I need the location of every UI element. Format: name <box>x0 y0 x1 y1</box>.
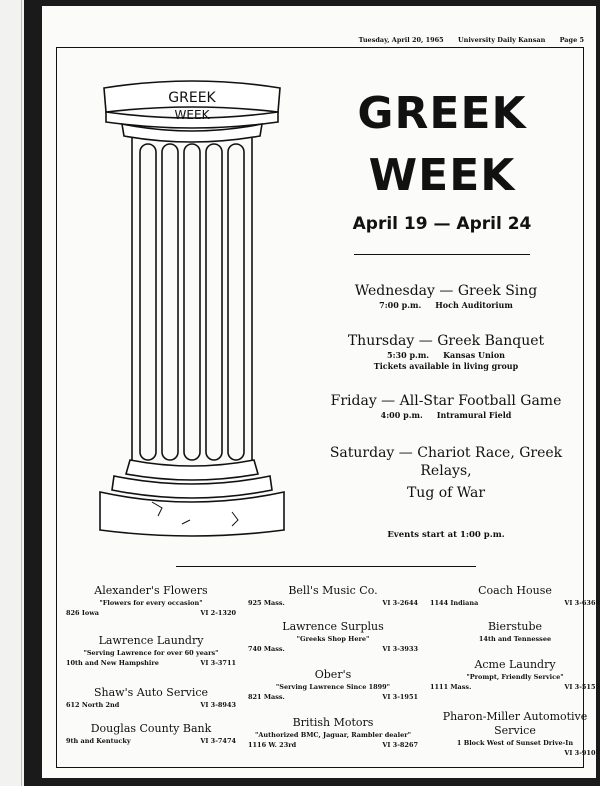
event-detail <box>318 350 574 361</box>
sponsor-address: 826 Iowa <box>66 609 100 617</box>
sponsor-phone: VI 3-8943 <box>200 701 236 709</box>
sponsor-tagline: "Serving Lawrence Since 1899" <box>275 683 391 691</box>
sponsor-name: British Motors <box>292 716 374 729</box>
sponsor-lawrence-laundry <box>66 634 236 668</box>
greek-column-illustration <box>92 72 292 542</box>
sponsor-name: Lawrence Surplus <box>282 620 384 633</box>
sponsor-phone: VI 3-7474 <box>200 737 236 745</box>
event-thursday <box>318 332 574 372</box>
event-title: Friday — All-Star Football Game <box>330 393 562 409</box>
column-label-line2: WEEK <box>174 108 210 122</box>
sponsor-address: 1144 Indiana <box>430 599 479 607</box>
sponsor-bells-music <box>248 584 418 608</box>
event-place: Hoch Auditorium <box>435 300 513 310</box>
sponsor-pharon-miller <box>430 710 600 758</box>
sponsor-contact <box>430 682 600 692</box>
sponsor-tagline: 1 Block West of Sunset Drive-In <box>456 739 574 747</box>
event-time: 4:00 p.m. <box>380 410 423 420</box>
header-date: Tuesday, April 20, 1965 <box>358 36 444 44</box>
event-saturday <box>318 444 574 480</box>
event-place: Intramural Field <box>436 410 512 420</box>
sponsor-name: Coach House <box>478 584 552 597</box>
event-note: Tickets available in living group <box>373 361 519 371</box>
sponsor-contact <box>66 608 236 618</box>
header-paper: University Daily Kansan <box>457 36 546 44</box>
sponsor-phone: VI 3-5155 <box>564 683 600 691</box>
sponsor-address: 612 North 2nd <box>66 701 120 709</box>
event-title: Wednesday — Greek Sing <box>354 283 538 299</box>
sponsor-phone: VI 3-8267 <box>382 741 418 749</box>
sponsor-address: 9th and Kentucky <box>66 737 131 745</box>
sponsor-tagline: "Greeks Shop Here" <box>296 635 370 643</box>
headline-week: WEEK <box>368 150 516 201</box>
sponsor-acme-laundry <box>430 658 600 692</box>
sponsor-coach-house <box>430 584 600 608</box>
sponsor-name: Shaw's Auto Service <box>93 686 209 699</box>
event-time: 5:30 p.m. <box>387 350 430 360</box>
headline-rule <box>354 254 530 255</box>
header-page-number: Page 5 <box>559 36 584 44</box>
sponsor-address: 740 Mass. <box>248 645 285 653</box>
event-wednesday <box>318 282 574 311</box>
sponsor-douglas-county-bank <box>66 722 236 746</box>
sponsor-name: Bell's Music Co. <box>288 584 378 597</box>
sponsor-address: 1116 W. 23rd <box>248 741 297 749</box>
events-start-note: Events start at 1:00 p.m. <box>387 530 505 540</box>
sponsor-name: Douglas County Bank <box>90 722 212 735</box>
sponsor-address: 925 Mass. <box>248 599 285 607</box>
sponsor-name: Ober's <box>314 668 352 681</box>
sponsor-tagline: "Authorized BMC, Jaguar, Rambler dealer" <box>254 731 412 739</box>
sponsor-contact <box>66 700 236 710</box>
page-fold-line <box>21 0 22 786</box>
event-title: Saturday — Chariot Race, Greek Relays, <box>329 445 563 479</box>
sponsor-british-motors <box>248 716 418 750</box>
event-title: Thursday — Greek Banquet <box>347 333 545 349</box>
sponsor-contact <box>430 748 600 758</box>
sponsor-address: 10th and New Hampshire <box>66 659 159 667</box>
sponsor-phone: VI 3-6369 <box>564 599 600 607</box>
event-place: Kansas Union <box>443 350 505 360</box>
sponsor-contact <box>66 658 236 668</box>
sponsor-contact <box>248 740 418 750</box>
sponsor-phone: VI 2-1320 <box>200 609 236 617</box>
sponsor-contact <box>248 644 418 654</box>
event-friday <box>318 392 574 421</box>
sponsor-obers <box>248 668 418 702</box>
newspaper-page <box>42 6 600 778</box>
sponsor-contact <box>430 598 600 608</box>
sponsor-lawrence-surplus <box>248 620 418 654</box>
event-detail <box>318 410 574 421</box>
sponsor-phone: VI 3-9107 <box>564 749 600 757</box>
sponsor-name: Acme Laundry <box>474 658 556 671</box>
sponsor-tagline: 14th and Tennessee <box>478 635 552 643</box>
headline-greek: GREEK <box>357 88 527 139</box>
sponsor-tagline: "Prompt, Friendly Service" <box>466 673 564 681</box>
sponsor-contact <box>66 736 236 746</box>
sponsor-bierstube <box>430 620 600 644</box>
sponsor-shaws-auto-service <box>66 686 236 710</box>
sponsor-phone: VI 3-1951 <box>382 693 418 701</box>
sponsor-tagline: "Flowers for every occasion" <box>99 599 203 607</box>
event-tug-of-war <box>318 484 574 502</box>
event-time: 7:00 p.m. <box>379 300 422 310</box>
sponsor-tagline: "Serving Lawrence for over 60 years" <box>83 649 219 657</box>
sponsor-contact <box>248 598 418 608</box>
sponsor-address: 821 Mass. <box>248 693 285 701</box>
event-dates: April 19 — April 24 <box>352 214 532 234</box>
event-title: Tug of War <box>406 485 486 501</box>
sponsor-name: Lawrence Laundry <box>98 634 204 647</box>
sponsor-alexanders-flowers <box>66 584 236 618</box>
sponsor-phone: VI 3-2644 <box>382 599 418 607</box>
sponsors-rule <box>176 566 476 567</box>
sponsor-phone: VI 3-3711 <box>200 659 236 667</box>
column-label-line1: GREEK <box>168 90 216 106</box>
sponsor-contact <box>248 692 418 702</box>
sponsor-name: Bierstube <box>487 620 543 633</box>
sponsor-phone: VI 3-3933 <box>382 645 418 653</box>
sponsor-name: Pharon-Miller Automotive Service <box>442 710 588 737</box>
event-detail <box>318 300 574 311</box>
sponsor-name: Alexander's Flowers <box>94 584 208 597</box>
sponsor-address: 1111 Mass. <box>430 683 472 691</box>
